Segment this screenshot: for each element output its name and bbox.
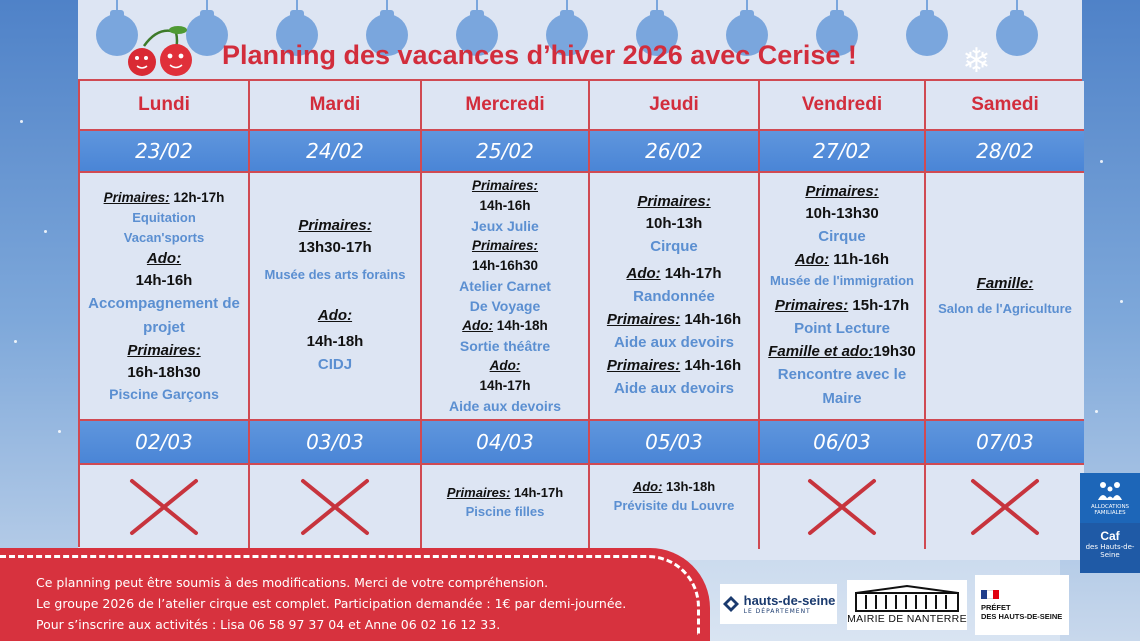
date-cell: 23/02 [80, 131, 250, 173]
activity: Piscine Garçons [109, 386, 219, 402]
hauts-de-seine-logo: hauts-de-seine LE DÉPARTEMENT [720, 584, 837, 624]
activities-mercredi: Primaires: 14h-16h Jeux Julie Primaires: 14h-16h30 Atelier Carnet De Voyage Ado: 14h-18h Sortie théâtre Ado: 14h-17h Aide aux devoirs [422, 173, 590, 421]
diamond-icon [722, 595, 740, 613]
activities-vendredi-week2 [760, 465, 926, 549]
nanterre-logo: MAIRIE DE NANTERRE [847, 580, 967, 630]
activity: Accompagnement de [88, 295, 240, 312]
town-hall-icon [852, 585, 962, 613]
activity: Rencontre avec le [777, 366, 907, 383]
activities-jeudi-week2: Ado: 13h-18h Prévisite du Louvre [590, 465, 760, 549]
activity: Piscine filles [465, 504, 545, 519]
day-header-mardi: Mardi [250, 81, 422, 131]
date-cell: 27/02 [760, 131, 926, 173]
date-cell: 06/03 [760, 421, 926, 465]
day-header-samedi: Samedi [926, 81, 1084, 131]
activity: Maire [822, 390, 862, 407]
background-left [0, 0, 80, 641]
day-header-mercredi: Mercredi [422, 81, 590, 131]
cherry-mascot-icon [118, 24, 202, 80]
activity: Musée de l'immigration [770, 273, 914, 288]
activity: Randonnée [633, 288, 715, 305]
activities-lundi-week2 [80, 465, 250, 549]
activities-mardi-week2 [250, 465, 422, 549]
activity: Cirque [818, 228, 866, 245]
activity: Point Lecture [794, 320, 890, 337]
activities-samedi: Famille: Salon de l'Agriculture [926, 173, 1084, 421]
date-cell: 07/03 [926, 421, 1084, 465]
french-flag-icon [981, 590, 999, 599]
date-cell: 25/02 [422, 131, 590, 173]
activity: Musée des arts forains [264, 267, 406, 282]
day-header-jeudi: Jeudi [590, 81, 760, 131]
caf-logo: ALLOCATIONS FAMILIALES Caf des Hauts-de-Seine [1080, 473, 1140, 573]
day-header-lundi: Lundi [80, 81, 250, 131]
date-cell: 28/02 [926, 131, 1084, 173]
cross-icon [965, 477, 1045, 537]
activity: projet [143, 319, 185, 336]
day-header-vendredi: Vendredi [760, 81, 926, 131]
activity: CIDJ [317, 356, 353, 373]
activities-mercredi-week2: Primaires: 14h-17h Piscine filles [422, 465, 590, 549]
activity: Jeux Julie [471, 218, 539, 234]
activities-mardi: Primaires: 13h30-17h Musée des arts forains Ado: 14h-18h CIDJ [250, 173, 422, 421]
footer-notes: Ce planning peut être soumis à des modifications. Merci de votre compréhension. Le groupe 2026 de l’atelier cirque est complet. Participation demandée : 1€ par demi-journée. Pour s’inscrire aux activités : Lisa 06 58 97 37 04 et Anne 06 02 16 12 33. [36, 575, 627, 632]
family-icon [1095, 480, 1125, 502]
activity: Aide aux devoirs [613, 334, 735, 351]
date-cell: 02/03 [80, 421, 250, 465]
activity: De Voyage [469, 298, 541, 314]
activities-lundi: Primaires: 12h-17h Equitation Vacan'sports Ado: 14h-16h Accompagnement de projet Primaires: 16h-18h30 Piscine Garçons [80, 173, 250, 421]
date-cell: 26/02 [590, 131, 760, 173]
schedule-table [78, 79, 1082, 547]
date-cell: 05/03 [590, 421, 760, 465]
date-cell: 24/02 [250, 131, 422, 173]
date-cell: 03/03 [250, 421, 422, 465]
activities-vendredi: Primaires: 10h-13h30 Cirque Ado: 11h-16h Musée de l'immigration Primaires: 15h-17h Point Lecture Famille et ado:19h30 Rencontre avec le Maire [760, 173, 926, 421]
activity: Prévisite du Louvre [613, 498, 735, 513]
prefet-logo: PRÉFET DES HAUTS-DE-SEINE [975, 575, 1069, 635]
date-cell: 04/03 [422, 421, 590, 465]
activity: Cirque [650, 238, 698, 255]
activity: Sortie théâtre [459, 338, 551, 354]
ornament-icon [996, 0, 1038, 56]
activity: Vacan'sports [123, 230, 205, 245]
cross-icon [802, 477, 882, 537]
activities-samedi-week2 [926, 465, 1084, 549]
activity: Atelier Carnet [459, 278, 551, 294]
activity: Salon de l'Agriculture [938, 301, 1072, 316]
activity: Equitation [132, 210, 196, 225]
activity: Aide aux devoirs [613, 380, 735, 397]
cross-icon [124, 477, 204, 537]
cross-icon [295, 477, 375, 537]
activity: Aide aux devoirs [448, 398, 562, 414]
snowflake-icon: ❄ [962, 41, 991, 81]
activities-jeudi: Primaires: 10h-13h Cirque Ado: 14h-17h Randonnée Primaires: 14h-16h Aide aux devoirs Primaires: 14h-16h Aide aux devoirs [590, 173, 760, 421]
page-title: Planning des vacances d’hiver 2026 avec Cerise ! [222, 40, 857, 70]
